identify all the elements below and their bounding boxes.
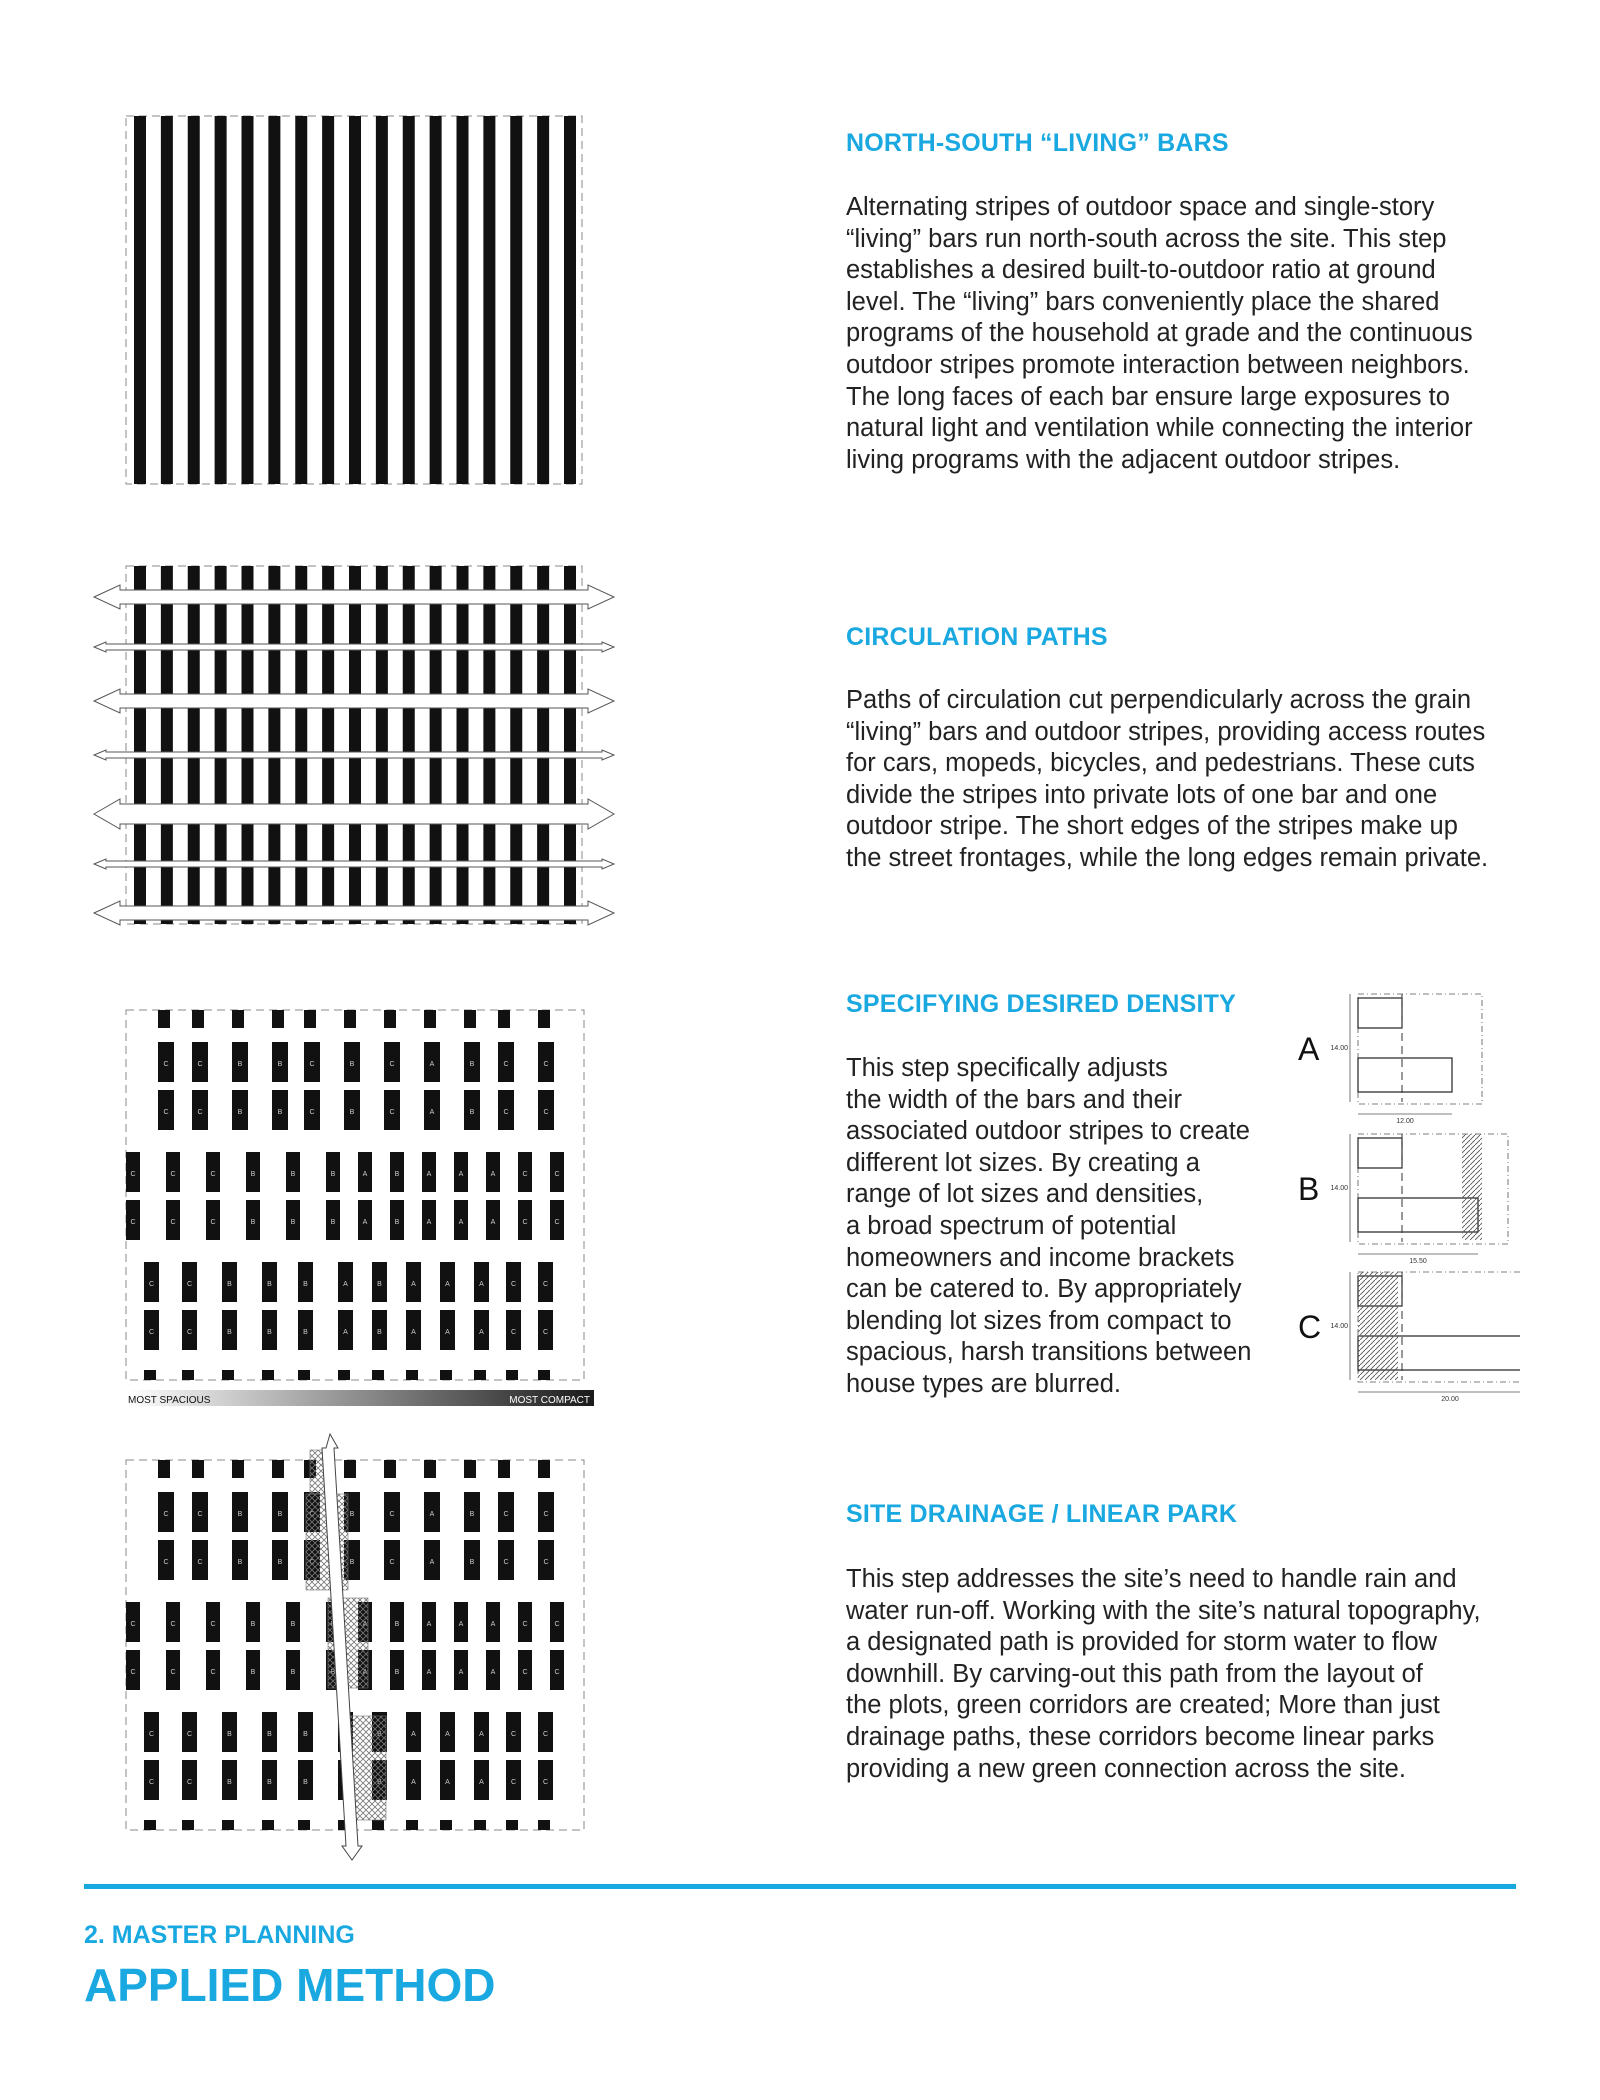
lot-letter: C xyxy=(522,1219,528,1226)
lot-type-label: B xyxy=(1298,1171,1320,1207)
lot-letter: A xyxy=(490,1219,496,1226)
lot-letter: A xyxy=(426,1621,432,1628)
living-bar-stub xyxy=(192,1460,204,1478)
lot-letter: A xyxy=(458,1621,464,1628)
living-bar xyxy=(537,116,549,484)
lot-letter: B xyxy=(250,1171,256,1178)
lot-letter: C xyxy=(197,1559,203,1566)
living-bar xyxy=(430,566,442,924)
lot-letter: B xyxy=(469,1061,475,1068)
living-bar-stub xyxy=(182,1820,194,1830)
section-body-drainage: This step addresses the site’s need to handle rain and water run-off. Working with the site’s natural topography, a designated path is provided for storm water to flow downhill. By carving-out this path from the layout of the plots, green corridors are created; More than just drainage paths, these corridors become linear parks providing a new green connection across the site. xyxy=(846,1565,1481,1783)
lot-letter: A xyxy=(343,1281,348,1288)
lot-letter: B xyxy=(303,1281,308,1288)
lot-letter: C xyxy=(503,1061,509,1068)
lot-letter: B xyxy=(227,1779,232,1786)
density-plan xyxy=(84,980,624,1410)
lot-letter: A xyxy=(426,1669,432,1676)
dimension-depth: 14.00 xyxy=(1330,1045,1348,1052)
lot-type-label: A xyxy=(1298,1031,1320,1067)
living-bar-stub xyxy=(144,1370,156,1380)
lot-letter: C xyxy=(130,1621,136,1628)
legend-most-spacious: MOST SPACIOUS xyxy=(128,1395,211,1406)
lot-letter: C xyxy=(389,1511,395,1518)
lot-letter: C xyxy=(554,1171,560,1178)
section-body-density: This step specifically adjusts the width of the bars and their associated outdoor stripes to create different lot sizes. By creating a range of lot sizes and densities, a broad spectrum of potential homeowners and income brackets can be catered to. By appropriately blending lot sizes from compact to spacious, harsh transitions between house types are blurred. xyxy=(846,1054,1252,1398)
lot-letter: B xyxy=(290,1219,296,1226)
lot-house-lower xyxy=(1358,1198,1478,1232)
dimension-depth: 14.00 xyxy=(1330,1323,1348,1330)
lot-letter: C xyxy=(163,1511,169,1518)
chapter-label: 2. MASTER PLANNING xyxy=(84,1921,355,1949)
living-bar-stub xyxy=(338,1370,350,1380)
lot-letter: A xyxy=(458,1219,464,1226)
lot-letter: A xyxy=(445,1731,450,1738)
legend-most-compact: MOST COMPACT xyxy=(509,1395,590,1406)
lot-letter: C xyxy=(503,1559,509,1566)
dimension-width: 20.00 xyxy=(1441,1396,1459,1403)
living-bar xyxy=(376,566,388,924)
lot-letter: B xyxy=(303,1731,308,1738)
lot-letter: C xyxy=(543,1109,549,1116)
lot-house-lower xyxy=(1358,1058,1452,1092)
living-bar xyxy=(430,116,442,484)
living-bar-stub xyxy=(262,1820,274,1830)
living-bar-stub xyxy=(344,1010,356,1028)
living-bar xyxy=(537,566,549,924)
living-bar xyxy=(349,566,361,924)
living-bar-stub xyxy=(304,1010,316,1028)
circulation-path-arrow xyxy=(94,642,614,652)
living-bar xyxy=(268,116,280,484)
living-bar xyxy=(564,116,576,484)
living-bar-stub xyxy=(406,1820,418,1830)
lot-letter: B xyxy=(349,1109,355,1116)
lot-letter: C xyxy=(510,1731,517,1738)
living-bar xyxy=(403,566,415,924)
lot-letter: A xyxy=(343,1329,348,1336)
lot-letter: A xyxy=(411,1779,416,1786)
lot-letter: B xyxy=(277,1061,283,1068)
lot-letter: A xyxy=(426,1171,432,1178)
living-bar-stub xyxy=(372,1820,384,1830)
section-body-living-bars: Alternating stripes of outdoor space and single-story “living” bars run north-south across the site. This step establishes a desired built-to-outdoor ratio at ground level. The “living” bars conveniently place the shared programs of the household at grade and the continuous outdoor stripes promote interaction between neighbors. The long faces of each bar ensure large exposures to natural light and ventilation while connecting the interior living programs with the adjacent outdoor stripes. xyxy=(846,193,1473,474)
lot-letter: C xyxy=(170,1621,176,1628)
lot-house-upper xyxy=(1358,998,1402,1028)
lot-letter: A xyxy=(445,1329,450,1336)
lot-letter: A xyxy=(362,1219,368,1226)
lot-letter: B xyxy=(267,1731,272,1738)
lot-letter: B xyxy=(267,1281,272,1288)
living-bar-stub xyxy=(158,1010,170,1028)
lot-letter: C xyxy=(309,1061,315,1068)
lot-letter: A xyxy=(479,1731,484,1738)
living-bar xyxy=(188,566,200,924)
living-bar xyxy=(457,116,469,484)
living-bar-stub xyxy=(182,1370,194,1380)
living-bar-stub xyxy=(506,1370,518,1380)
lot-letter: A xyxy=(490,1621,496,1628)
diagram-living-bars xyxy=(84,96,624,516)
lot-letter: C xyxy=(389,1559,395,1566)
section-title-circulation: CIRCULATION PATHS xyxy=(846,623,1108,651)
lot-letter: C xyxy=(554,1219,560,1226)
living-bar-stub xyxy=(262,1370,274,1380)
living-bar-stub xyxy=(498,1010,510,1028)
living-bar-stub xyxy=(298,1370,310,1380)
living-bar-stub xyxy=(464,1010,476,1028)
lot-letter: B xyxy=(469,1109,475,1116)
lot-type-label: C xyxy=(1298,1309,1322,1345)
living-bar-stub xyxy=(384,1010,396,1028)
circulation-path-arrow xyxy=(94,799,614,829)
lot-letter: B xyxy=(237,1511,243,1518)
lot-letter: A xyxy=(362,1171,368,1178)
lot-letter: C xyxy=(522,1171,528,1178)
lot-letter: C xyxy=(197,1109,203,1116)
lot-letter: C xyxy=(163,1559,169,1566)
living-bar xyxy=(403,116,415,484)
lot-letter: B xyxy=(377,1329,382,1336)
footer-rule xyxy=(84,1884,1516,1889)
living-bar xyxy=(510,566,522,924)
living-bar-stub xyxy=(538,1460,550,1478)
lot-letter: C xyxy=(130,1219,136,1226)
lot-letter: C xyxy=(197,1511,203,1518)
section-body-circulation: Paths of circulation cut perpendicularly across the grain “living” bars and outdoor stripes, providing access routes for cars, mopeds, bicycles, and pedestrians. These cuts divide the stripes into private lots of one bar and one outdoor stripe. The short edges of the stripes make up the street frontages, while the long edges remain private. xyxy=(846,686,1489,872)
living-bar-stub xyxy=(222,1370,234,1380)
lot-letter: C xyxy=(542,1281,549,1288)
living-bar-stub xyxy=(372,1370,384,1380)
lot-letter: B xyxy=(290,1669,296,1676)
lot-letter: B xyxy=(394,1669,400,1676)
living-bar-stub xyxy=(424,1460,436,1478)
lot-letter: A xyxy=(426,1219,432,1226)
lot-letter: A xyxy=(445,1779,450,1786)
living-bar-stub xyxy=(464,1460,476,1478)
living-bar-stub xyxy=(222,1820,234,1830)
lot-type-diagrams xyxy=(1290,990,1520,1410)
lot-letter: B xyxy=(267,1329,272,1336)
living-bar xyxy=(268,566,280,924)
lot-letter: C xyxy=(510,1779,517,1786)
living-bar-stub xyxy=(406,1370,418,1380)
lot-letter: C xyxy=(148,1281,155,1288)
lot-letter: C xyxy=(542,1329,549,1336)
lot-letter: C xyxy=(543,1559,549,1566)
lot-letter: B xyxy=(349,1511,355,1518)
lot-letter: B xyxy=(394,1171,400,1178)
diagram-density xyxy=(84,980,624,1410)
lot-letter: C xyxy=(510,1329,517,1336)
section-title-drainage: SITE DRAINAGE / LINEAR PARK xyxy=(846,1500,1238,1528)
living-bar-stub xyxy=(158,1460,170,1478)
living-bar xyxy=(322,116,334,484)
living-bar xyxy=(242,116,254,484)
circulation-path-arrow xyxy=(94,859,614,869)
living-bar xyxy=(161,116,173,484)
living-bar-stub xyxy=(424,1010,436,1028)
lot-letter: B xyxy=(469,1511,475,1518)
lot-letter: C xyxy=(210,1219,216,1226)
lot-letter: A xyxy=(458,1669,464,1676)
lot-letter: C xyxy=(503,1109,509,1116)
lot-letter: B xyxy=(349,1061,355,1068)
lot-letter: B xyxy=(377,1281,382,1288)
living-bar xyxy=(215,116,227,484)
lot-letter: A xyxy=(429,1109,435,1116)
lot-letter: B xyxy=(237,1061,243,1068)
lot-letter: C xyxy=(170,1219,176,1226)
lot-type-key xyxy=(1290,990,1520,1410)
lot-letter: C xyxy=(210,1171,216,1178)
dimension-width: 12.00 xyxy=(1396,1118,1414,1125)
lot-letter: B xyxy=(290,1621,296,1628)
lot-letter: C xyxy=(186,1329,193,1336)
living-bar xyxy=(295,566,307,924)
lot-letter: C xyxy=(210,1669,216,1676)
living-bar-stub xyxy=(440,1820,452,1830)
living-bar-stub xyxy=(474,1370,486,1380)
lot-letter: C xyxy=(510,1281,517,1288)
living-bar-stub xyxy=(232,1460,244,1478)
lot-letter: B xyxy=(277,1109,283,1116)
lot-hatch xyxy=(1462,1134,1482,1240)
living-bar xyxy=(215,566,227,924)
page-title: APPLIED METHOD xyxy=(84,1959,496,2011)
lot-hatch xyxy=(1358,1272,1398,1380)
lot-letter: B xyxy=(330,1219,336,1226)
section-title-density: SPECIFYING DESIRED DENSITY xyxy=(846,990,1236,1018)
living-bar-stub xyxy=(298,1820,310,1830)
lot-letter: B xyxy=(290,1171,296,1178)
lot-letter: C xyxy=(503,1511,509,1518)
living-bar-stub xyxy=(506,1820,518,1830)
lot-letter: C xyxy=(170,1171,176,1178)
lot-letter: A xyxy=(479,1329,484,1336)
diagram-drainage xyxy=(84,1426,624,1866)
lot-letter: A xyxy=(411,1731,416,1738)
circulation-plan xyxy=(84,556,624,936)
lot-letter: C xyxy=(130,1171,136,1178)
lot-letter: C xyxy=(389,1061,395,1068)
lot-letter: B xyxy=(227,1731,232,1738)
lot-letter: B xyxy=(250,1669,256,1676)
lot-letter: C xyxy=(543,1061,549,1068)
lot-letter: B xyxy=(303,1329,308,1336)
living-bar-stub xyxy=(272,1460,284,1478)
lot-letter: B xyxy=(250,1219,256,1226)
lot-letter: C xyxy=(170,1669,176,1676)
lot-letter: A xyxy=(429,1511,435,1518)
living-bar-stub xyxy=(498,1460,510,1478)
lot-letter: A xyxy=(490,1171,496,1178)
lot-letter: A xyxy=(429,1061,435,1068)
lot-letter: B xyxy=(394,1621,400,1628)
living-bar xyxy=(161,566,173,924)
lot-letter: B xyxy=(237,1109,243,1116)
lot-letter: C xyxy=(389,1109,395,1116)
lot-letter: C xyxy=(186,1731,193,1738)
living-bar xyxy=(349,116,361,484)
lot-letter: C xyxy=(148,1731,155,1738)
lot-letter: C xyxy=(186,1281,193,1288)
living-bar xyxy=(134,566,146,924)
lot-letter: B xyxy=(469,1559,475,1566)
lot-letter: B xyxy=(277,1511,283,1518)
drainage-plan xyxy=(84,1426,624,1866)
living-bar-stub xyxy=(344,1460,356,1478)
living-bar-stub xyxy=(384,1460,396,1478)
living-bar-stub xyxy=(272,1010,284,1028)
lot-letter: C xyxy=(522,1669,528,1676)
lot-letter: C xyxy=(542,1779,549,1786)
lot-letter: C xyxy=(543,1511,549,1518)
lot-letter: C xyxy=(163,1061,169,1068)
lot-letter: C xyxy=(148,1779,155,1786)
lot-letter: C xyxy=(554,1669,560,1676)
lot-letter: B xyxy=(267,1779,272,1786)
living-bar-stub xyxy=(144,1820,156,1830)
lot-letter: C xyxy=(309,1109,315,1116)
diagram-circulation-paths xyxy=(84,556,624,936)
living-bar xyxy=(134,116,146,484)
lot-letter: B xyxy=(277,1559,283,1566)
living-bar xyxy=(322,566,334,924)
lot-letter: A xyxy=(479,1779,484,1786)
living-bar xyxy=(483,566,495,924)
lot-letter: A xyxy=(445,1281,450,1288)
lot-letter: C xyxy=(186,1779,193,1786)
lot-letter: C xyxy=(542,1731,549,1738)
living-bar-stub xyxy=(474,1820,486,1830)
lot-letter: C xyxy=(210,1621,216,1628)
lot-letter: A xyxy=(429,1559,435,1566)
lot-letter: A xyxy=(490,1669,496,1676)
lot-letter: B xyxy=(237,1559,243,1566)
lot-letter: B xyxy=(330,1171,336,1178)
lot-letter: B xyxy=(303,1779,308,1786)
lot-letter: B xyxy=(394,1219,400,1226)
lot-letter: A xyxy=(479,1281,484,1288)
lot-house-upper xyxy=(1358,1138,1402,1168)
living-bar xyxy=(242,566,254,924)
lot-letter: C xyxy=(197,1061,203,1068)
living-bar xyxy=(457,566,469,924)
living-bar-stub xyxy=(538,1820,550,1830)
living-bar-stub xyxy=(232,1010,244,1028)
lot-letter: A xyxy=(411,1281,416,1288)
circulation-path-arrow xyxy=(94,750,614,760)
lot-letter: C xyxy=(163,1109,169,1116)
living-bar xyxy=(188,116,200,484)
living-bar xyxy=(376,116,388,484)
lot-letter: A xyxy=(411,1329,416,1336)
living-bar-stub xyxy=(538,1010,550,1028)
living-bars-plan xyxy=(84,96,624,516)
living-bar xyxy=(510,116,522,484)
lot-letter: A xyxy=(458,1171,464,1178)
living-bar xyxy=(564,566,576,924)
living-bar xyxy=(483,116,495,484)
lot-letter: C xyxy=(130,1669,136,1676)
lot-letter: C xyxy=(554,1621,560,1628)
lot-letter: B xyxy=(227,1329,232,1336)
lot-letter: C xyxy=(522,1621,528,1628)
dimension-depth: 14.00 xyxy=(1330,1185,1348,1192)
living-bar-stub xyxy=(440,1370,452,1380)
lot-letter: B xyxy=(250,1621,256,1628)
lot-letter: B xyxy=(349,1559,355,1566)
section-title-living-bars: NORTH-SOUTH “LIVING” BARS xyxy=(846,129,1229,157)
lot-letter: C xyxy=(148,1329,155,1336)
living-bar-stub xyxy=(538,1370,550,1380)
lot-letter: B xyxy=(227,1281,232,1288)
living-bar xyxy=(295,116,307,484)
dimension-width: 15.50 xyxy=(1409,1258,1427,1265)
living-bar-stub xyxy=(192,1010,204,1028)
